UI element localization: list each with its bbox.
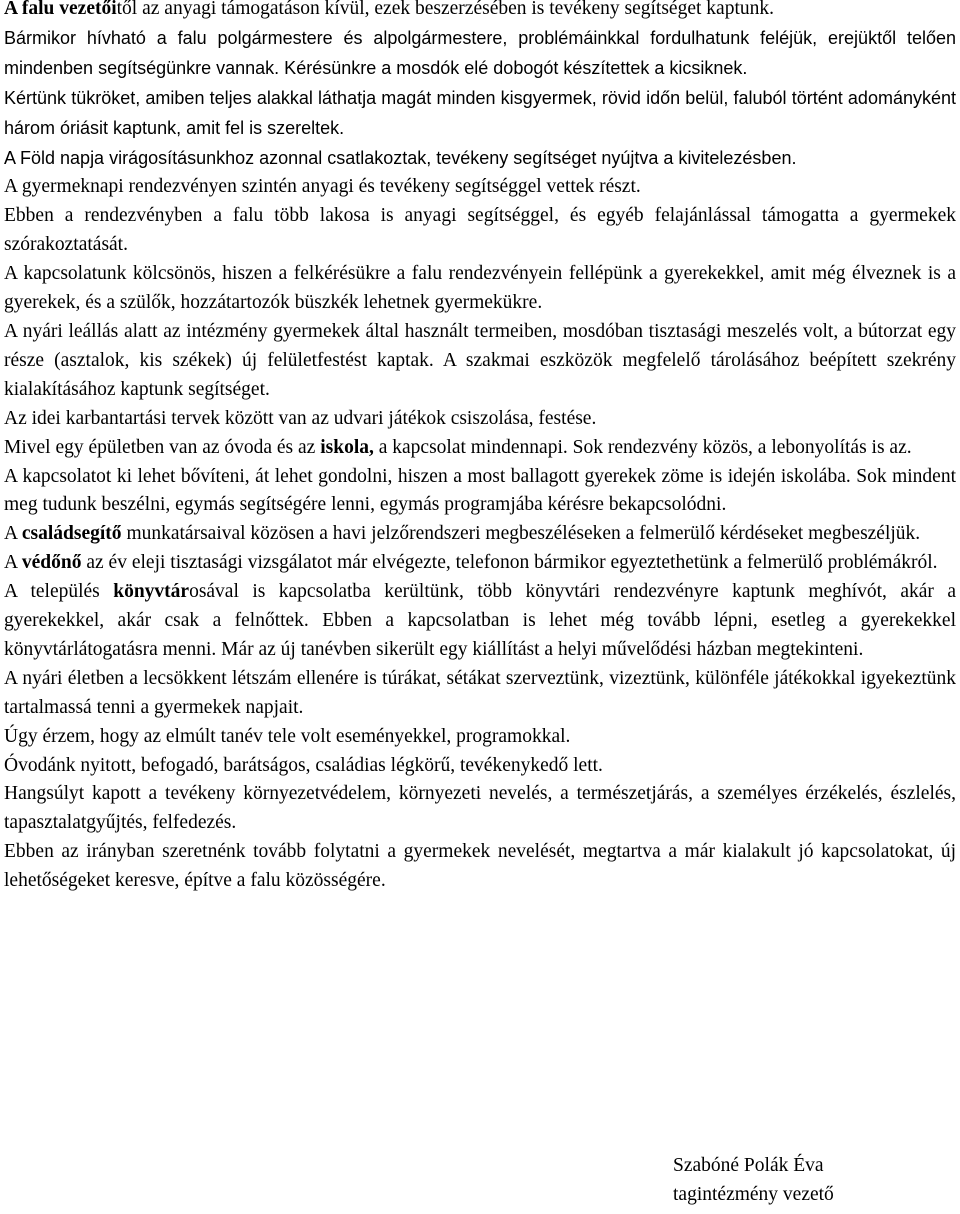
paragraph-residents-support xyxy=(4,202,956,260)
paragraph-text: Ebben a rendezvényben a falu több lakosa is anyagi segítséggel, és egyéb felajánlással támogatta a gyermekek szórakoztatását. xyxy=(4,205,956,256)
paragraph-text: Az idei karbantartási tervek között van az udvari játékok csiszolása, festése. xyxy=(4,407,597,429)
paragraph-nurse xyxy=(4,549,956,578)
paragraph-text: Hangsúlyt kapott a tevékeny környezetvédelem, környezeti nevelés, a természetjárás, a személyes érzékelés, észlelés, tapasztalatgyűjtés, felfedezés. xyxy=(4,783,956,834)
paragraph-text: A Föld napja virágosításunkhoz azonnal csatlakoztak, tevékeny segítséget nyújtva a kivitelezésben. xyxy=(4,147,797,168)
paragraph-text: Úgy érzem, hogy az elmúlt tanév tele volt eseményekkel, programokkal. xyxy=(4,725,571,747)
paragraph-text: A gyermeknapi rendezvényen szintén anyagi és tevékeny segítséggel vettek részt. xyxy=(4,176,641,198)
paragraph-emphasis xyxy=(4,780,956,838)
signature-name: Szabóné Polák Éva xyxy=(673,1155,824,1176)
paragraph-summer-life xyxy=(4,665,956,723)
paragraph-text: Ebben az irányban szeretnénk tovább folytatni a gyermekek nevelését, megtartva a már kialakult jó kapcsolatokat, új lehetőségeket keresve, építve a falu közösségére. xyxy=(4,841,956,892)
paragraph-summer-break xyxy=(4,318,956,405)
signature-title: tagintézmény vezető xyxy=(673,1184,834,1205)
paragraph-past-year xyxy=(4,723,956,752)
paragraph-text: a kapcsolat mindennapi. Sok rendezvény közös, a lebonyolítás is az. xyxy=(373,436,912,458)
paragraph-text: A xyxy=(4,523,22,545)
paragraph-text: A nyári leállás alatt az intézmény gyermekek által használt termeiben, mosdóban tisztasági meszelés volt, a bútorzat egy része (asztalok, kis székek) új felületfestést kaptak. A szakmai eszközök megfelelő tárolásához beépített szekrény kialakításához kaptunk segítséget. xyxy=(4,320,956,400)
paragraph-village-leaders xyxy=(4,0,956,24)
paragraph-text: Bármikor hívható a falu polgármestere és alpolgármestere, problémáinkkal fordulhatunk feléjük, erejüktől telően mindenben segítségünkre vannak. Kérésünkre a mosdók elé dobogót készítettek a kicsiknek. xyxy=(4,27,956,78)
paragraph-family-support xyxy=(4,520,956,549)
paragraph-text: A település xyxy=(4,581,114,603)
paragraph-text: Kértünk tükröket, amiben teljes alakkal láthatja magát minden kisgyermek, rövid időn belül, faluból történt adományként három óriásit kaptunk, amit fel is szereltek. xyxy=(4,87,956,138)
paragraph-library xyxy=(4,578,956,665)
bold-village-leaders: A falu vezetői xyxy=(4,0,117,19)
bold-school: iskola, xyxy=(320,436,374,458)
paragraph-mirrors xyxy=(4,84,956,144)
paragraph-text: az év eleji tisztasági vizsgálatot már elvégezte, telefonon bármikor egyeztethetünk a felmerülő problémákról. xyxy=(81,552,938,574)
paragraph-text: osával is kapcsolatba kerültünk, több könyvtári rendezvényre kaptunk meghívót, akár a gyerekekkel, akár csak a felnőttek. Ebben a kapcsolatban is lehet még tovább lépni, esetleg a gyerekekkel könyvtárlátogatásra menni. Már az új tanévben sikerült egy kiállítást a helyi művelődési házban megtekinteni. xyxy=(4,581,956,660)
paragraph-childrens-day xyxy=(4,173,956,202)
paragraph-future-direction xyxy=(4,838,956,896)
paragraph-mutual-relationship xyxy=(4,260,956,318)
bold-nurse: védőnő xyxy=(21,552,82,574)
paragraph-school xyxy=(4,434,956,463)
paragraph-text: Óvodánk nyitott, befogadó, barátságos, családias légkörű, tevékenykedő lett. xyxy=(4,754,603,776)
paragraph-kindergarten xyxy=(4,752,956,781)
paragraph-mayor xyxy=(4,24,956,84)
paragraph-text: A xyxy=(4,552,22,574)
signature-block xyxy=(673,1151,834,1209)
paragraph-expand-relationship xyxy=(4,463,956,521)
paragraph-earth-day xyxy=(4,144,956,174)
paragraph-text: től az anyagi támogatáson kívül, ezek beszerzésében is tevékeny segítséget kaptunk. xyxy=(116,0,774,19)
paragraph-maintenance-plans xyxy=(4,405,956,434)
bold-library: könyvtár xyxy=(113,581,190,603)
paragraph-text: A kapcsolatot ki lehet bővíteni, át lehet gondolni, hiszen a most ballagott gyerekek zöme is idején iskolába. Sok mindent meg tudunk beszélni, egymás segítségére lenni, egymás programjába kérésre bekapcsolódni. xyxy=(4,465,956,516)
paragraph-text: munkatársaival közösen a havi jelzőrendszeri megbeszéléseken a felmerülő kérdéseket megbeszéljük. xyxy=(121,523,921,545)
paragraph-text: Mivel egy épületben van az óvoda és az xyxy=(4,436,321,458)
paragraph-text: A nyári életben a lecsökkent létszám ellenére is túrákat, sétákat szerveztünk, vizeztünk, különféle játékokkal igyekeztünk tartalmassá tenni a gyermekek napjait. xyxy=(4,667,956,718)
bold-family-support: családsegítő xyxy=(21,523,122,545)
paragraph-text: A kapcsolatunk kölcsönös, hiszen a felkérésükre a falu rendezvényein fellépünk a gyerekekkel, amit még élveznek is a gyerekek, és a szülők, hozzátartozók büszkék lehetnek gyermekükre. xyxy=(4,263,956,314)
